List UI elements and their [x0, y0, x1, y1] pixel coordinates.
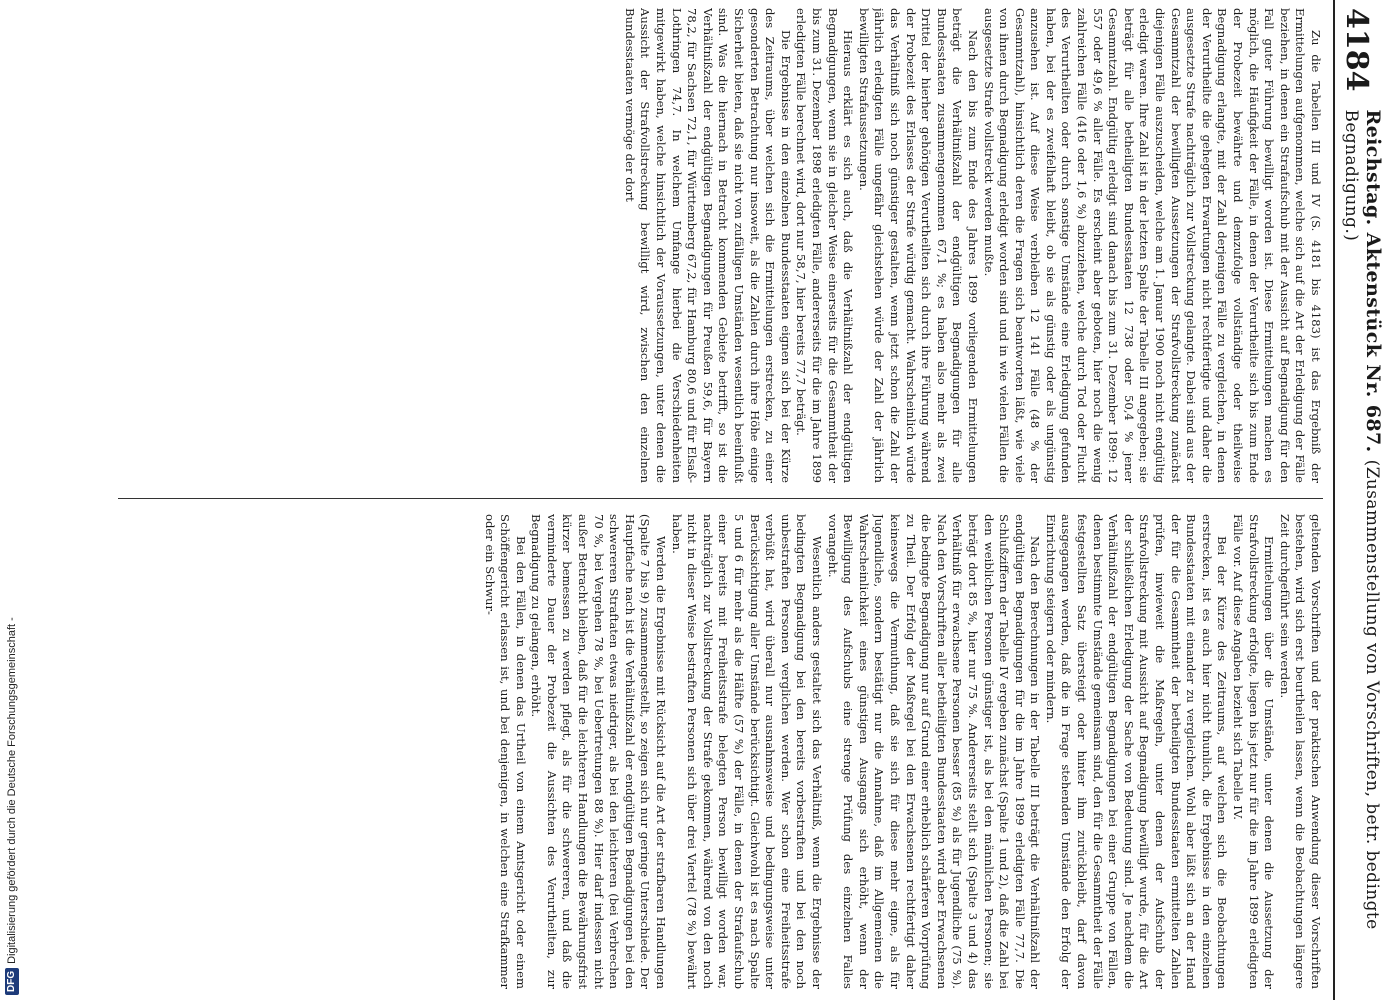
document-page	[102, 0, 1387, 1000]
paragraph: Zu die Tabellen III und IV (S. 4181 bis 4183) ist das Ergebniß der Ermittelungen aufgenommen, welche sich auf die Art der Erledigung der Fälle beziehen, in denen ein Strafaufschub mit der Aussicht auf Begnadigung für den Fall guter Führung bewilligt worden ist. Diese Ermittelungen machen es möglich, die Häufigkeit der Fälle, in denen der Verurtheilte sich bis zum Ende der Probezeit bewährte und demzufolge vollständige oder theilweise Begnadigung erlangte, mit der Zahl derjenigen Fälle zu vergleichen, in denen der Verurtheilte die gehegten Erwartungen nicht rechtfertigte und daher die ausgesetzte Strafe nachträglich zur Vollstreckung gelangte. Dabei sind aus der Gesammtzahl der bewilligten Aussetzungen der Strafvollstreckung zunächst diejenigen Fälle auszuscheiden, welche am 1. Januar 1900 noch nicht endgültig erledigt waren. Ihre Zahl ist in der letzten Spalte der Tabelle III angegeben; sie beträgt für alle betheiligten Bundesstaaten 12 738 oder 50,4 % jener Gesammtzahl. Endgültig erledigt sind danach bis zum 31. Dezember 1899: 12 557 oder 49,6 % aller Fälle. Es erscheint aber geboten, hier noch die wenig zahlreichen Fälle (416 oder 1,6 %) abzuziehen, welche durch Tod oder Flucht des Verurtheilten oder durch sonstige Umstände eine Erledigung gefunden haben, bei der es zweifelhaft bleibt, ob sie als günstig oder als ungünstig anzusehen ist. Auf diese Weise verbleiben 12 141 Fälle (48 % der Gesammtzahl), hinsichtlich deren die Fragen sich beantworten läßt, wie viele von ihnen durch Begnadigung erledigt worden sind und in wie vielen Fällen die ausgesetzte Strafe vollstreckt werden mußte.	[981, 8, 1323, 483]
paragraph: geltenden Vorschriften und der praktischen Anwendung dieser Vorschriften bestehen, wird sich erst beurtheilen lassen, wenn die Beobachtungen längere Zeit durchgeführt sein werden.	[1277, 514, 1323, 989]
paragraph: Bei der Kürze des Zeitraums, auf welchen sich die Beobachtungen erstrecken, ist es auch hier nicht thunlich, die Ergebnisse in den einzelnen Bundesstaaten mit einander zu vergleichen. Wohl aber läßt sich an der Hand der für die Gesammtheit der betheiligten Bundesstaaten ermittelten Zahlen prüfen, inwieweit die Maßregeln, unter denen der Aufschub der Strafvollstreckung mit Aussicht auf Begnadigung bewilligt wurde, für die Art der schließlichen Erledigung der Sache von Bedeutung sind. Je nachdem die Verhältnißzahl der endgültigen Begnadigungen bei einer Gruppe von Fällen, denen bestimmte Umstände gemeinsam sind, den für die Gesammtheit der Fälle festgestellten Satz übersteigt oder hinter ihm zurückbleibt, darf davon ausgegangen werden, daß die in Frage stehenden Umstände den Erfolg der Einrichtung steigern oder mindern.	[1043, 514, 1230, 989]
left-text-column	[118, 8, 1323, 483]
page-title	[1341, 110, 1383, 1000]
header-title-main: Reichstag. Aktenstück Nr. 687.	[1361, 109, 1384, 453]
column-divider	[118, 498, 1323, 499]
paragraph: Werden die Ergebnisse mit Rücksicht auf die Art der strafbaren Handlungen (Spalte 7 bis 9) zusammengestellt, so zeigen sich nur geringe Unterschiede. Der Hauptfache nach ist die Verhältnißzahl der endgültigen Begnadigungen bei den schwereren Straftaten etwas niedriger, als bei den leichteren (bei Verbrechen 70 %, bei Vergehen 78 %, bei Uebertretungen 88 %). Hier darf indessen nicht außer Betracht bleiben, daß für die leichteren Handlungen die Bewährungsfrist kürzer bemessen zu werden pflegt, als für die schwereren, und daß die verminderte Dauer der Probezeit die Aussichten des Verurtheilten, zur Begnadigung zu gelangen, erhöht.	[529, 514, 669, 989]
paragraph: Ermittelungen über die Umstände, unter denen die Aussetzung der Strafvollstreckung erfolgte, liegen bis jetzt nur für die im Jahre 1899 erledigten Fälle vor. Auf diese Angaben bezieht sich Tabelle IV.	[1231, 514, 1277, 989]
paragraph: Nach den bis zum Ende des Jahres 1899 vorliegenden Ermittelungen beträgt die Verhältnißzahl der endgültigen Begnadigungen für alle Bundesstaaten zusammengenommen 67,1 %; es haben also mehr als zwei Drittel der hierher gehörigen Verurtheilten sich durch ihre Führung während der Probezeit des Erlasses der Strafe würdig gemacht. Wahrscheinlich würde das Verhältniß sich noch günstiger gestalten, wenn jetzt schon die Zahl der jährlich erledigten Fälle ungefähr gleichstehen würde der Zahl der jährlich bewilligten Strafaussetzungen.	[856, 8, 980, 483]
paragraph: Bei den Fällen, in denen das Urtheil von einem Amtsgericht oder einem Schöffengericht erlassen ist, und bei denjenigen, in welchen eine Strafkammer oder ein Schwur-	[482, 514, 528, 989]
paragraph: Hieraus erklärt es sich auch, daß die Verhältnißzahl der endgültigen Begnadigungen, wenn sie in gleicher Weise einerseits für die Gesammtheit der bis zum 31. Dezember 1898 erledigten Fälle, andererseits für die im Jahre 1899 erledigten Fälle berechnet wird, dort nur 58,7, hier bereits 77,7 beträgt.	[794, 8, 856, 483]
paragraph: Wesentlich anders gestaltet sich das Verhältniß, wenn die Ergebnisse der bedingten Begnadigung bei den bereits vorbestraften und bei den noch unbestraften Personen verglichen werden. Wer schon eine Freiheitsstrafe verbüßt hat, wird überall nur ausnahmsweise und bedingungsweise unter Berücksichtigung aller Umstände berücksichtigt. Gleichwohl ist es nach Spalte 5 und 6 für mehr als die Hälfte (57 %) der Fälle, in denen der Strafaufschub einer bereits mit Freiheitsstrafe belegten Person bewilligt worden war, nachträglich zur Vollstreckung der Strafe gekommen, während von den noch nicht in dieser Weise bestraften Personen sich über drei Viertel (78 %) bewährt haben.	[669, 514, 824, 989]
dfg-logo: DFG	[5, 968, 19, 995]
right-text-column	[118, 514, 1323, 989]
header-subtitle: (Zusammenstellung von Vorschriften, betr. bedingte Begnadigung.)	[1340, 109, 1382, 930]
paragraph: Die Ergebnisse in den einzelnen Bundesstaaten eignen sich bei der Kürze des Zeitraums, über welchen sich die Ermittelungen erstrecken, zu einer gesonderten Betrachtung nur insoweit, als die Zahlen durch ihre Höhe einige Sicherheit bieten, daß sie nicht von zufälligen Umständen wesentlich beeinflußt sind. Was die hiernach in Betracht kommenden Gebiete betrifft, so ist die Verhältnißzahl der endgültigen Begnadigungen für Preußen 59,6, für Bayern 78,2, für Sachsen 72,1, für Württemberg 67,2, für Hamburg 80,6 und für Elsaß-Lothringen 74,7. In welchem Umfange hierbei die Verschiedenheiten mitgewirkt haben, welche hinsichtlich der Voraussetzungen, unter denen die Aussicht der Strafvollstreckung bewilligt wird, zwischen den einzelnen Bundesstaaten vermöge der dort	[622, 8, 793, 483]
digitization-note: Digitalisierung gefördert durch die Deutsche Forschungsgemeinschaft -	[6, 617, 18, 964]
paragraph: Nach den Berechnungen in der Tabelle III beträgt die Verhältnißzahl der endgültigen Begnadigungen für die im Jahre 1899 erledigten Fälle 77,7. Die Schlußziffern der Tabelle IV ergeben zunächst (Spalte 1 und 2), daß die Zahl bei den weiblichen Personen günstiger ist, als bei den männlichen Personen; sie beträgt dort 85 %, hier nur 75 %. Andererseits stellt sich (Spalte 3 und 4) das Verhältniß für erwachsene Personen besser (85 %) als für Jugendliche (75 %). Nach den Vorschriften aller betheiligten Bundesstaaten wird aber Erwachsenen die bedingte Begnadigung nur auf Grund einer erheblich schärferen Vorprüfung zu Theil. Der Erfolg der Maßregel bei den Erwachsenen rechtfertigt daher keineswegs die Vermuthung, daß sie sich für diese mehr eigne, als für Jugendliche, sondern bestätigt nur die Annahme, daß im Allgemeinen die Wahrscheinlichkeit eines günstigen Ausgangs sich erhöht, wenn der Bewilligung des Aufschubs eine strenge Prüfung des einzelnen Falles vorangeht.	[825, 514, 1043, 989]
digitization-strip	[0, 0, 24, 1000]
page-header	[1333, 0, 1384, 1000]
page-number: 4184	[1339, 8, 1374, 92]
